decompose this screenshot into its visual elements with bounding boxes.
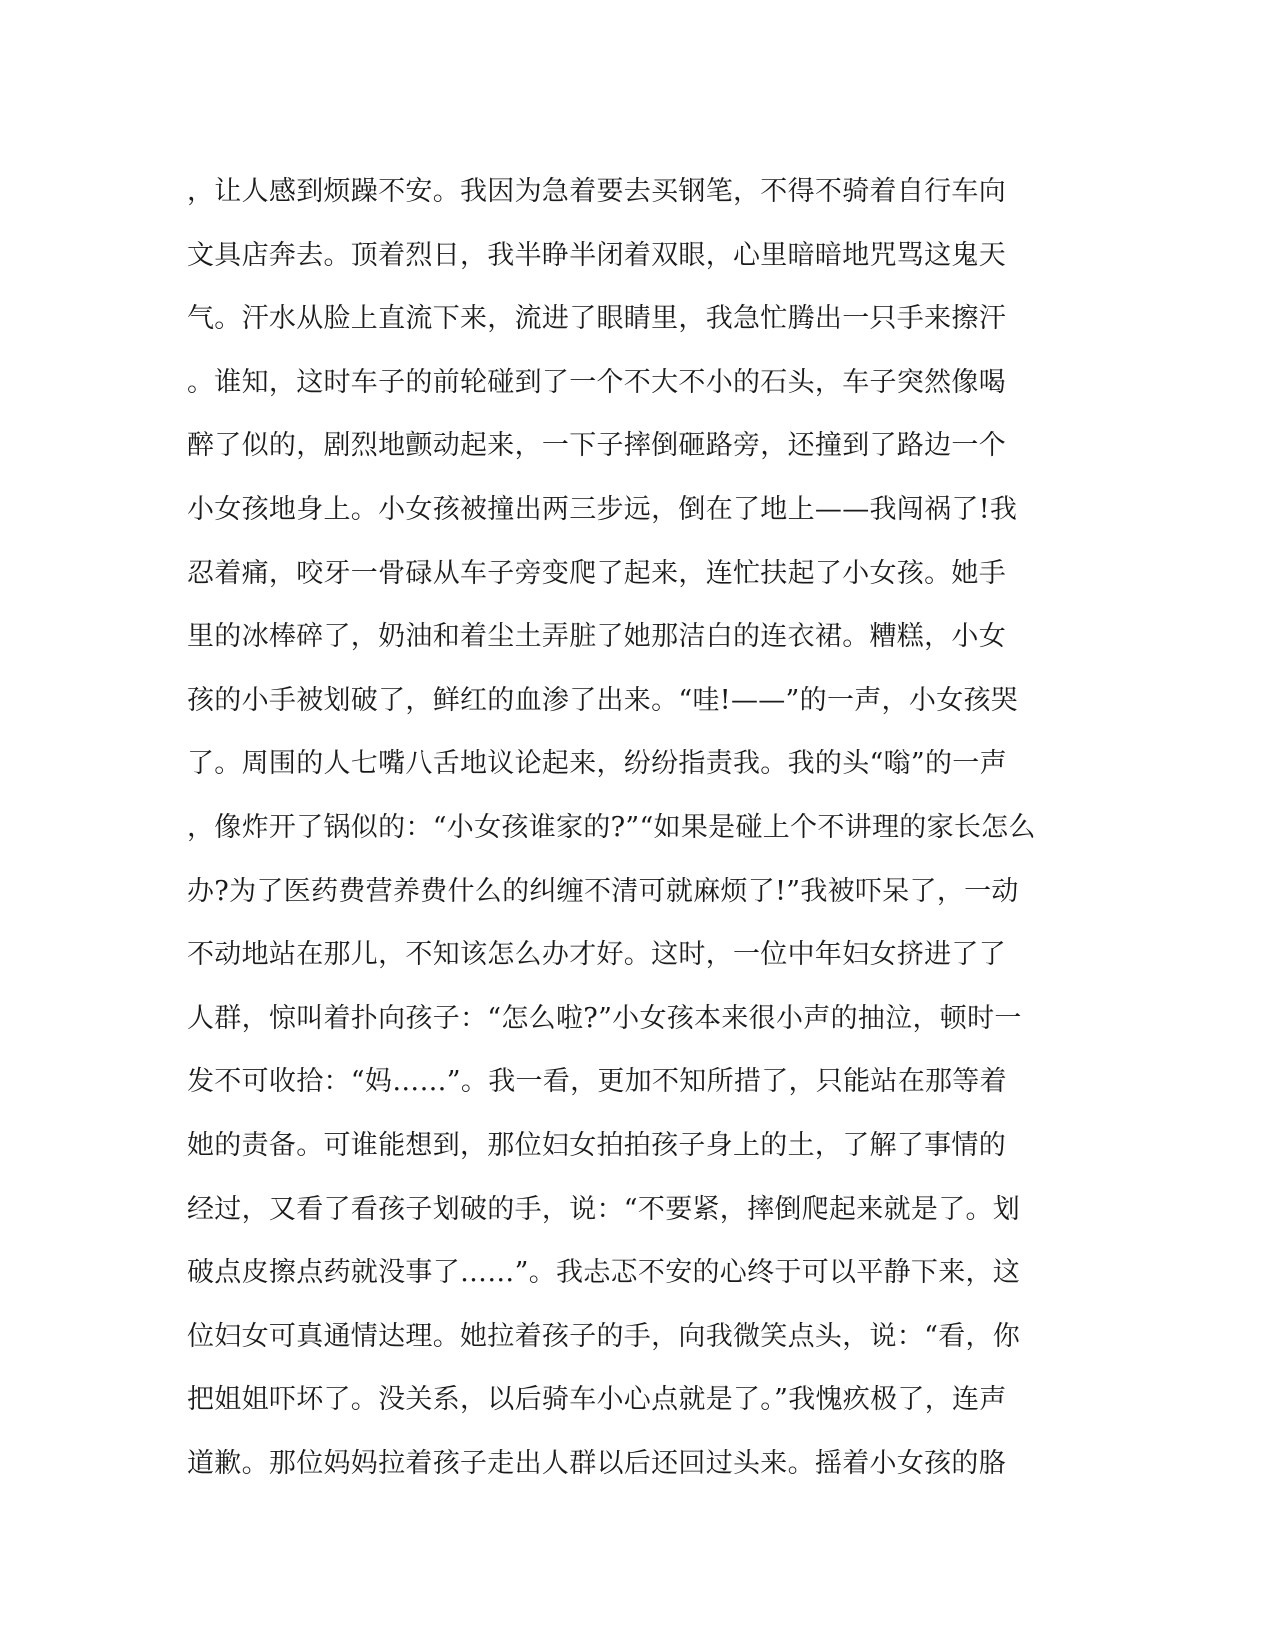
text-line-20: 把姐姐吓坏了。没关系，以后骑车小心点就是了。”我愧疚极了，连声 [187, 1384, 1007, 1416]
text-line-10: 了。周围的人七嘴八舌地议论起来，纷纷指责我。我的头“嗡”的一声 [187, 748, 1007, 780]
text-line-15: 发不可收拾：“妈……”。我一看，更加不知所措了，只能站在那等着 [187, 1066, 1007, 1098]
text-line-1: ，让人感到烦躁不安。我因为急着要去买钢笔，不得不骑着自行车向 [187, 176, 1006, 207]
text-line-13: 不动地站在那儿，不知该怎么办才好。这时，一位中年妇女挤进了了 [187, 939, 1006, 971]
text-line-2: 文具店奔去。顶着烈日，我半睁半闭着双眼，心里暗暗地咒骂这鬼天 [187, 239, 1006, 271]
text-line-21: 道歉。那位妈妈拉着孩子走出人群以后还回过头来。摇着小女孩的胳 [187, 1447, 1006, 1479]
text-line-16: 她的责备。可谁能想到，那位妇女拍拍孩子身上的土，了解了事情的 [187, 1129, 1006, 1161]
text-line-18: 破点皮擦点药就没事了……”。我忐忑不安的心终于可以平静下来，这 [187, 1257, 1021, 1289]
body-text [187, 160, 1087, 1495]
text-line-5: 醉了似的，剧烈地颤动起来，一下子摔倒砸路旁，还撞到了路边一个 [187, 430, 1006, 462]
text-line-9: 孩的小手被划破了，鲜红的血渗了出来。“哇!——”的一声，小女孩哭 [187, 684, 1019, 716]
text-line-8: 里的冰棒碎了，奶油和着尘土弄脏了她那洁白的连衣裙。糟糕，小女 [187, 621, 1006, 653]
text-line-11: ，像炸开了锅似的：“小女孩谁家的?”“如果是碰上个不讲理的家长怎么 [187, 811, 1036, 843]
text-line-6: 小女孩地身上。小女孩被撞出两三步远，倒在了地上——我闯祸了!我 [187, 493, 1018, 525]
text-line-12: 办?为了医药费营养费什么的纠缠不清可就麻烦了!”我被吓呆了，一动 [187, 875, 1019, 907]
text-line-14: 人群，惊叫着扑向孩子：“怎么啦?”小女孩本来很小声的抽泣，顿时一 [187, 1002, 1022, 1034]
text-line-7: 忍着痛，咬牙一骨碌从车子旁变爬了起来，连忙扶起了小女孩。她手 [187, 557, 1006, 589]
text-line-17: 经过，又看了看孩子划破的手，说：“不要紧，摔倒爬起来就是了。划 [187, 1193, 1021, 1225]
text-line-19: 位妇女可真通情达理。她拉着孩子的手，向我微笑点头，说：“看，你 [187, 1320, 1021, 1352]
text-line-4: 。谁知，这时车子的前轮碰到了一个不大不小的石头，车子突然像喝 [187, 366, 1006, 398]
text-line-3: 气。汗水从脸上直流下来，流进了眼睛里，我急忙腾出一只手来擦汗 [187, 303, 1006, 335]
